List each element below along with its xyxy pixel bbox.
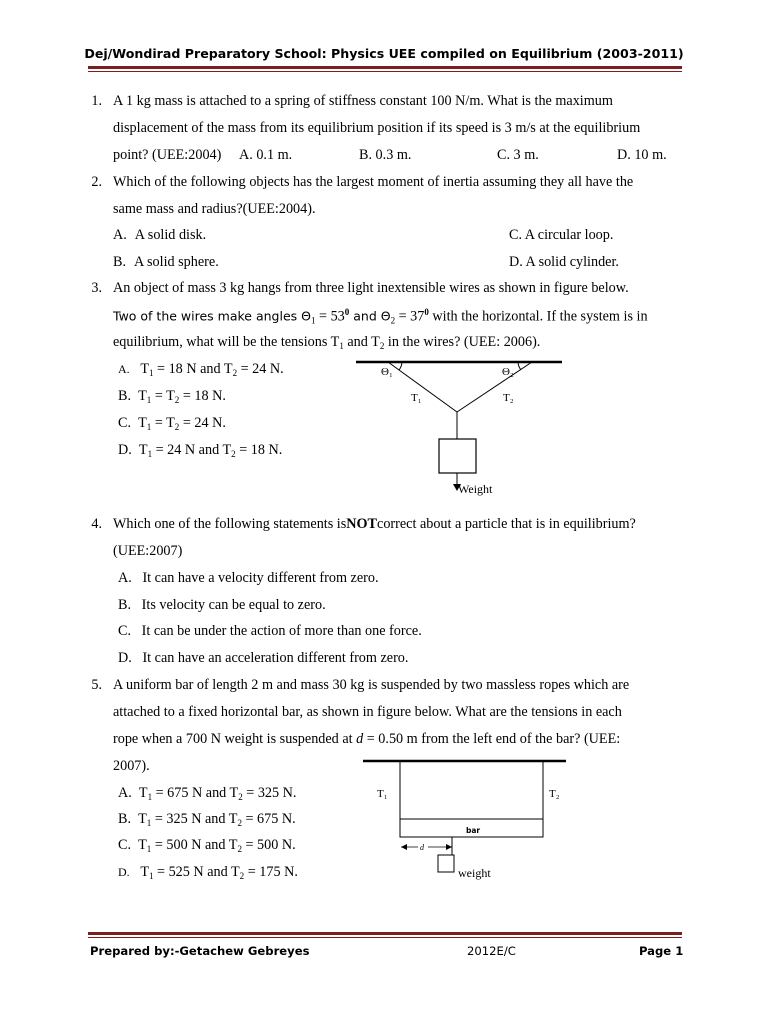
question-text: same mass and radius?(UEE:2004). (113, 201, 316, 217)
theta2-label: Θ₂ (502, 366, 514, 378)
option-d: D. $T_1 = 24$ N and $T_2 = 18$ N. (118, 442, 283, 459)
option-d: D. $T_1 = 525$ N and $T_2 = 175$ N. (118, 864, 298, 881)
question-text: 2007). (113, 758, 150, 774)
question-number: 5. (91, 677, 102, 693)
question-text: attached to a fixed horizontal bar, as shown in figure below. What are the tensions in each (113, 704, 622, 720)
t1-label: T₁ (377, 788, 388, 800)
d-arrow-head-right (446, 844, 452, 850)
option-c: C. A circular loop. (509, 227, 614, 243)
question-text: equilibrium, what will be the tensions $T_1$ and $T_2$ in the wires? (UEE: 2006). (113, 334, 541, 351)
bar-diagram (360, 753, 575, 888)
theta1-label: Θ₁ (381, 366, 393, 378)
option-a: A. $T_1 = 18$ N and $T_2 = 24$ N. (118, 361, 284, 378)
option-a: A. 0.1 m. (239, 147, 293, 163)
header-rule-thin (88, 71, 682, 72)
question-text: A 1 kg mass is attached to a spring of stiffness constant 100 N/m. What is the maximum (113, 93, 613, 109)
question-text: rope when a 700 N weight is suspended at d = 0.50 m from the left end of the bar? (UEE: (113, 731, 621, 747)
option-a: A. A solid disk. (113, 227, 207, 243)
question-number: 4. (91, 516, 102, 532)
option-b: B. 0.3 m. (359, 147, 412, 163)
footer-author: Prepared by:-Getachew Gebreyes (90, 944, 310, 958)
question-text: Two of the wires make angles $\Theta_1 = 53^0$ and $\Theta_2 = 37^0$ with the horizontal. If the system is in (113, 307, 648, 326)
t2-label: T₂ (549, 788, 560, 800)
weight-label: Weight (458, 482, 493, 496)
t1-label: T₁ (411, 392, 422, 404)
hanging-mass (439, 439, 476, 473)
question-text: displacement of the mass from its equilibrium position if its speed is 3 m/s at the equilibrium (113, 120, 641, 136)
footer-rule-thick (88, 932, 682, 935)
question-text: Which one of the following statements isNOTcorrect about a particle that is in equilibrium? (113, 516, 636, 532)
d-arrow-head-left (401, 844, 407, 850)
question-text: point? (UEE:2004) (113, 147, 222, 163)
footer-rule-thin (88, 937, 682, 938)
question-text: An object of mass 3 kg hangs from three light inextensible wires as shown in figure below. (113, 280, 629, 296)
t2-label: T₂ (503, 392, 514, 404)
question-text: Which of the following objects has the largest moment of inertia assuming they all have the (113, 174, 634, 190)
question-number: 2. (91, 174, 102, 190)
option-c: C. It can be under the action of more than one force. (118, 623, 422, 639)
option-c: C. 3 m. (497, 147, 539, 163)
option-d: D. 10 m. (617, 147, 667, 163)
option-d: D. It can have an acceleration different from zero. (118, 650, 409, 666)
option-b: B. A solid sphere. (113, 254, 219, 270)
wire-left (388, 362, 457, 412)
suspended-weight (438, 855, 454, 872)
tension-diagram (350, 355, 570, 500)
footer-page-number: Page 1 (639, 944, 684, 958)
option-c: C. $T_1 = 500$ N and $T_2 = 500$ N. (118, 837, 296, 854)
footer-year: 2012E/C (467, 944, 516, 958)
option-c: C. $T_1 = T_2 = 24$ N. (118, 415, 226, 432)
option-a: A. $T_1 = 675$ N and $T_2 = 325$ N. (118, 785, 297, 802)
header-rule-thick (88, 66, 682, 69)
question-text: A uniform bar of length 2 m and mass 30 kg is suspended by two massless ropes which are (113, 677, 630, 693)
question-text: (UEE:2007) (113, 543, 183, 559)
d-label: d (420, 843, 424, 852)
option-d: D. A solid cylinder. (509, 254, 619, 270)
option-b: B. $T_1 = T_2 = 18$ N. (118, 388, 226, 405)
option-b: B. $T_1 = 325$ N and $T_2 = 675$ N. (118, 811, 296, 828)
option-a: A. It can have a velocity different from zero. (118, 570, 379, 586)
page-header: Dej/Wondirad Preparatory School: Physics UEE compiled on Equilibrium (2003-2011) (84, 46, 684, 61)
option-b: B. Its velocity can be equal to zero. (118, 597, 326, 613)
question-number: 3. (91, 280, 102, 296)
weight-label: weight (458, 866, 491, 880)
question-number: 1. (91, 93, 102, 109)
bar-label: bar (466, 826, 481, 835)
